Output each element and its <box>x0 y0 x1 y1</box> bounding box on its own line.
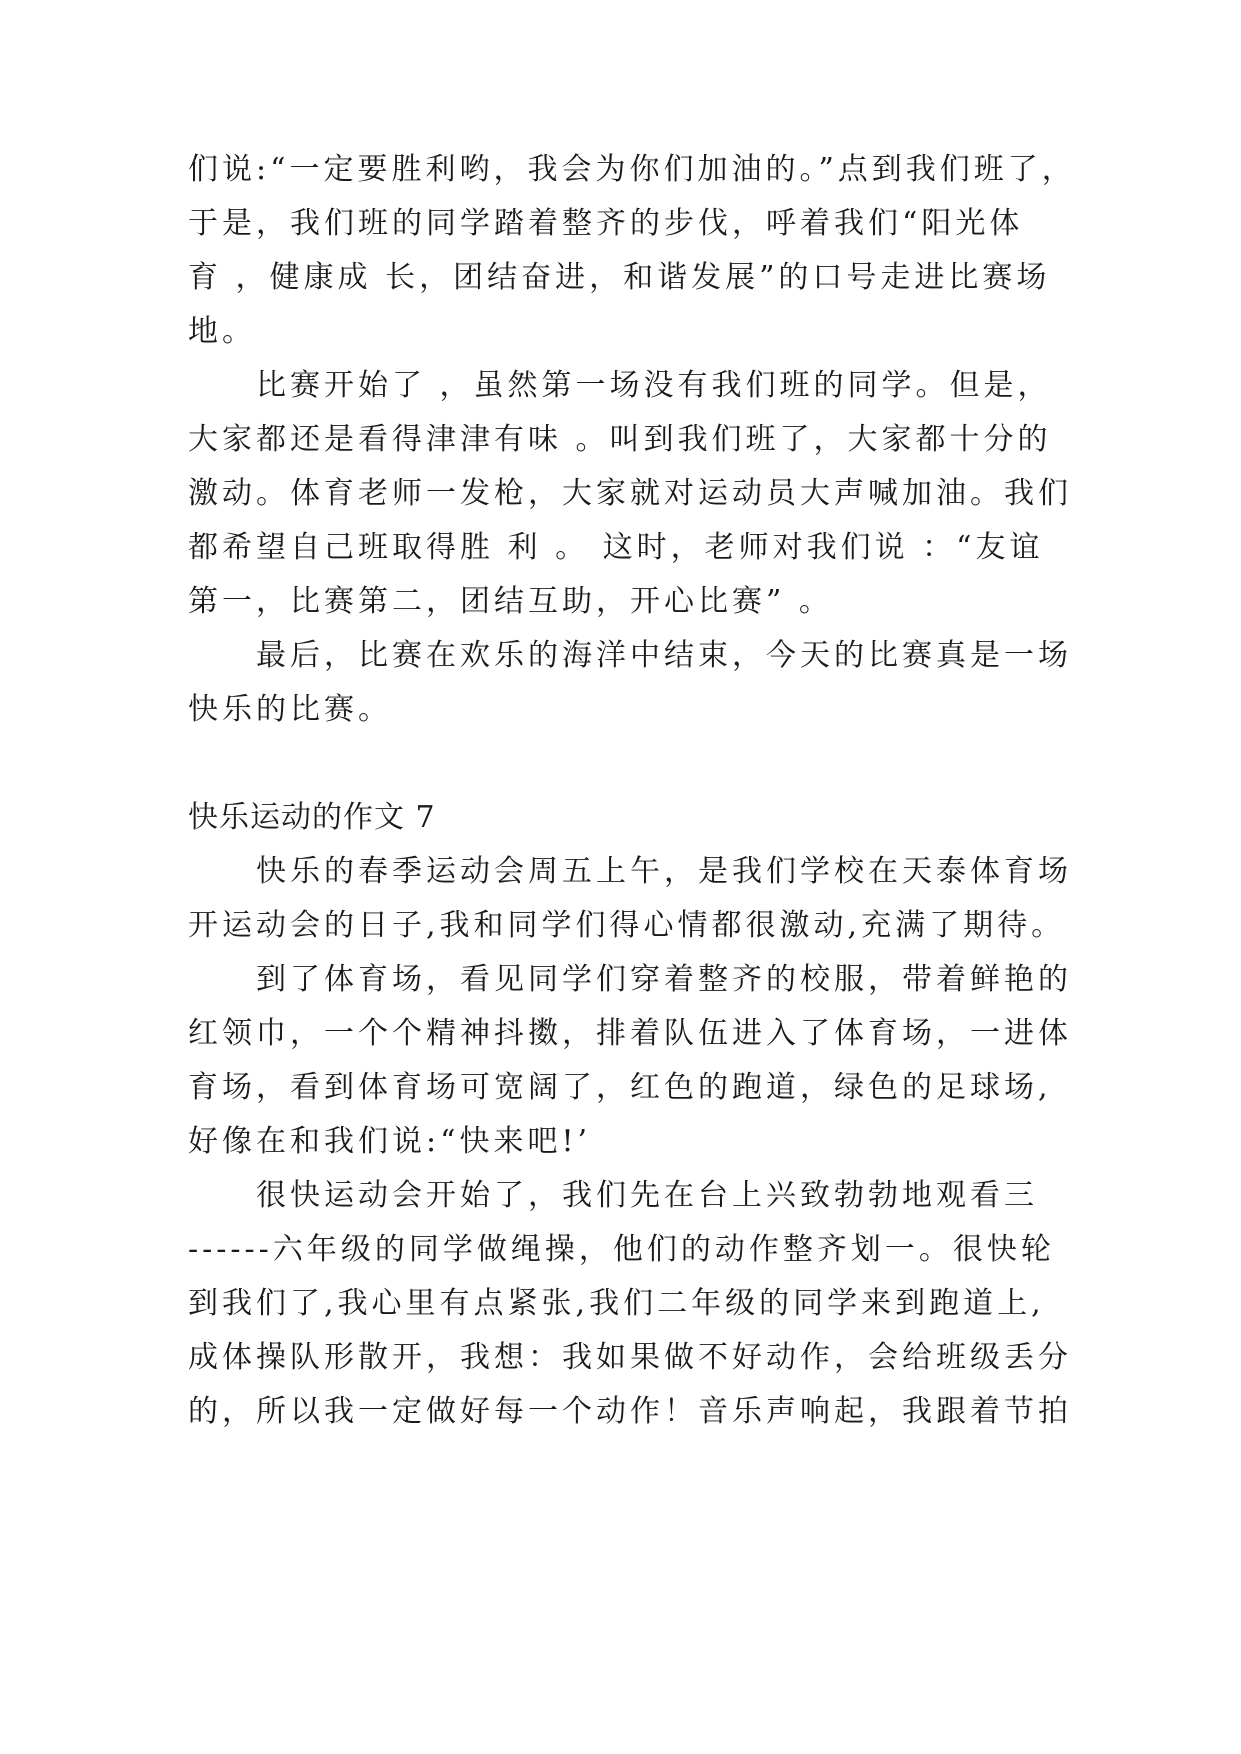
text-line: 很快运动会开始了，我们先在台上兴致勃勃地观看三 <box>256 1178 1038 1213</box>
text-line: 开运动会的日子,我和同学们得心情都很激动,充满了期待。 <box>188 908 1066 943</box>
text-line: ------六年级的同学做绳操，他们的动作整齐划一。很快轮 <box>188 1232 1055 1267</box>
section-heading: 快乐运动的作文 7 <box>188 800 436 835</box>
text-line: 育 ，健康成 长，团结奋进，和谐发展”的口号走进比赛场 <box>188 260 1051 295</box>
text-line: 到了体育场，看见同学们穿着整齐的校服，带着鲜艳的 <box>256 962 1072 997</box>
text-line: 育场，看到体育场可宽阔了，红色的跑道，绿色的足球场, <box>188 1070 1052 1105</box>
text-line: 的，所以我一定做好每一个动作！音乐声响起，我跟着节拍 <box>188 1394 1072 1429</box>
text-line: 红领巾，一个个精神抖擞，排着队伍进入了体育场，一进体 <box>188 1016 1072 1051</box>
text-line: 大家都还是看得津津有味 。叫到我们班了，大家都十分的 <box>188 422 1052 457</box>
text-line: 到我们了,我心里有点紧张,我们二年级的同学来到跑道上, <box>188 1286 1045 1321</box>
text-line: 比赛开始了 ，虽然第一场没有我们班的同学。但是， <box>256 368 1052 403</box>
text-line: 最后，比赛在欢乐的海洋中结束，今天的比赛真是一场 <box>256 638 1072 673</box>
text-line: 成体操队形散开，我想：我如果做不好动作，会给班级丢分 <box>188 1340 1072 1375</box>
text-line: 都希望自己班取得胜 利 。 这时，老师对我们说 ：“友谊 <box>188 530 1044 565</box>
text-line: 快乐的比赛。 <box>188 692 392 727</box>
text-line: 们说:“一定要胜利哟，我会为你们加油的。”点到我们班了， <box>188 152 1076 187</box>
text-line: 快乐的春季运动会周五上午，是我们学校在天泰体育场 <box>256 854 1072 889</box>
text-line: 第一，比赛第二，团结互助，开心比赛” 。 <box>188 584 833 619</box>
text-line: 于是，我们班的同学踏着整齐的步伐，呼着我们“阳光体 <box>188 206 1024 241</box>
text-line: 激动。体育老师一发枪，大家就对运动员大声喊加油。我们 <box>188 476 1072 511</box>
text-line: 好像在和我们说:“快来吧!’ <box>188 1124 592 1159</box>
text-line: 地。 <box>188 314 256 349</box>
